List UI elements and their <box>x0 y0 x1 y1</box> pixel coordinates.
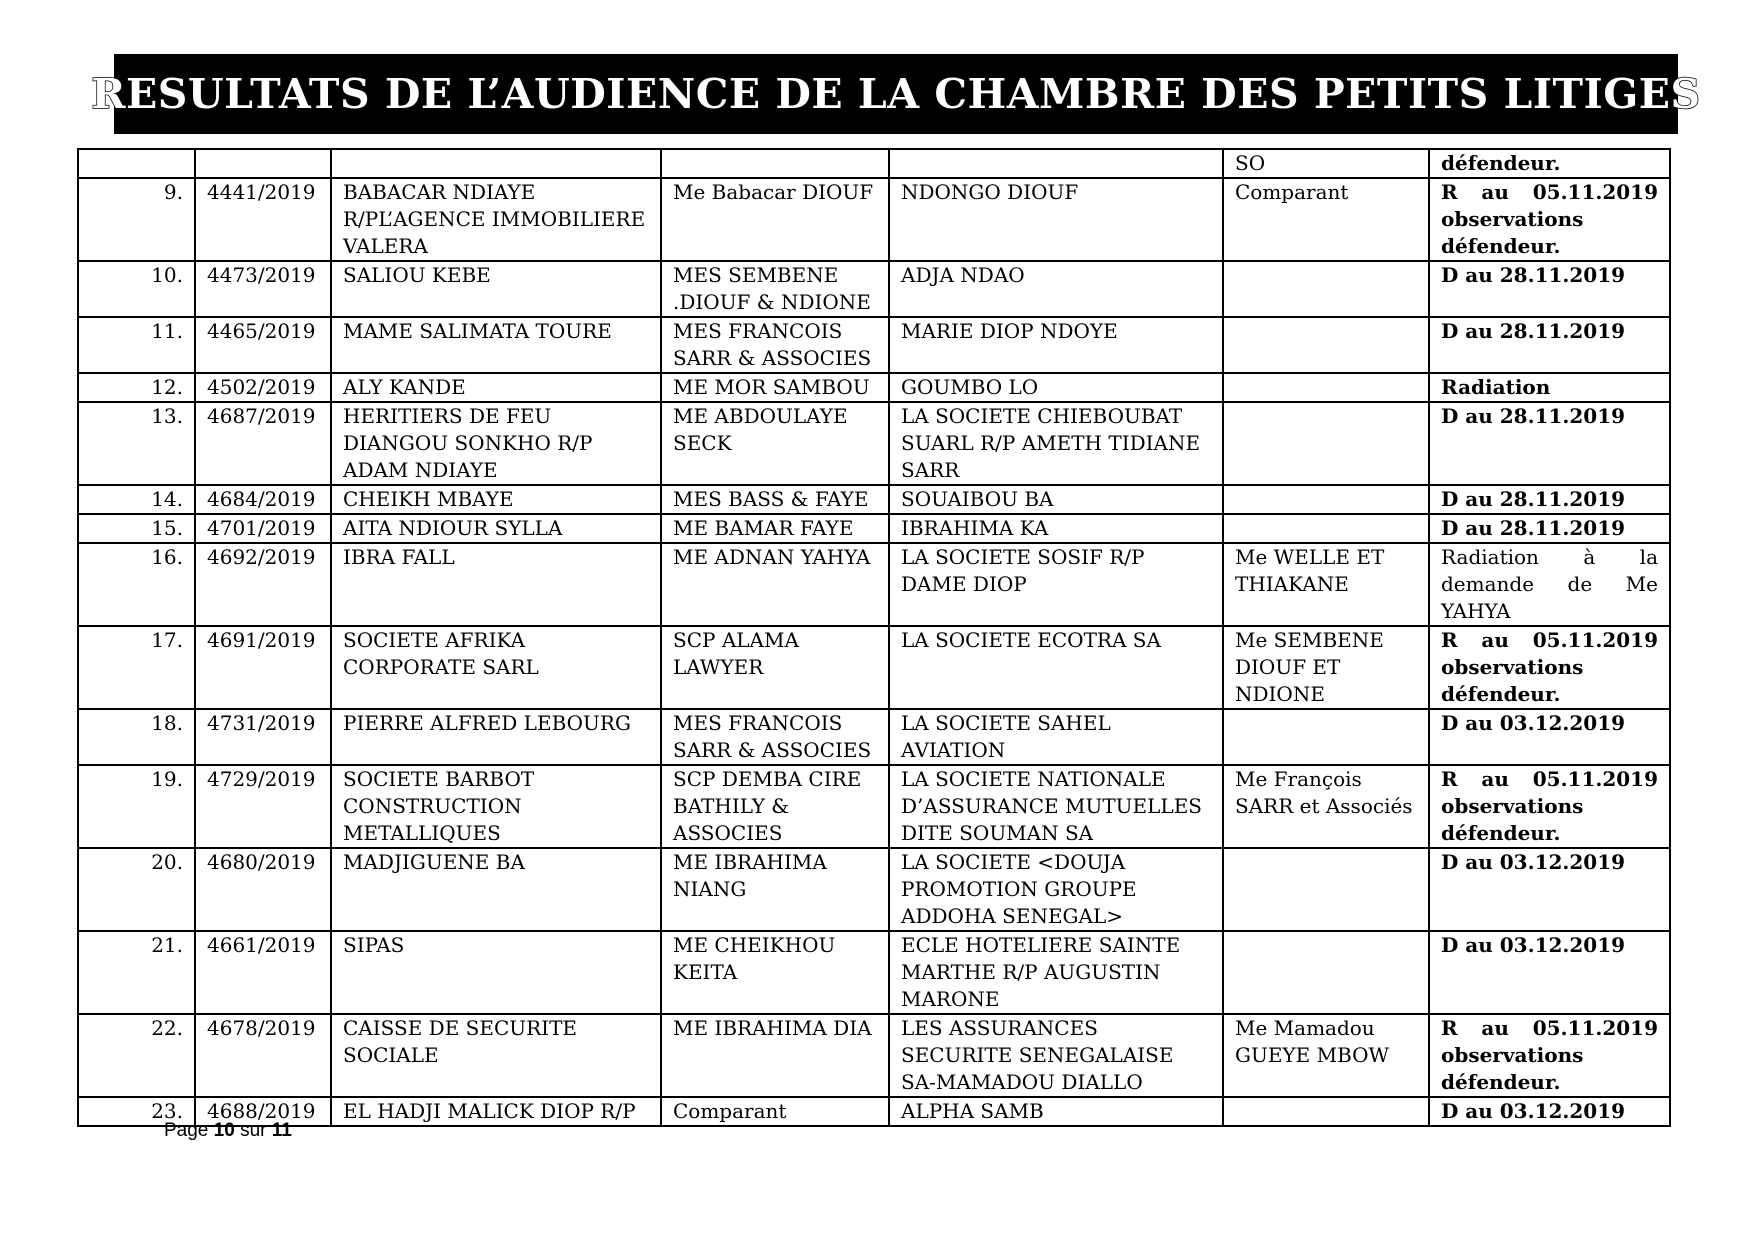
plaintiff: IBRA FALL <box>331 543 661 626</box>
plaintiff-counsel: MES BASS & FAYE <box>661 485 889 514</box>
decision: D au 03.12.2019 <box>1429 709 1670 765</box>
case-number: 4692/2019 <box>195 543 331 626</box>
table-row <box>78 485 1670 514</box>
defendant: IBRAHIMA KA <box>889 514 1223 543</box>
case-number: 4678/2019 <box>195 1014 331 1097</box>
case-number: 4502/2019 <box>195 373 331 402</box>
defendant-counsel: Me Mamadou GUEYE MBOW <box>1223 1014 1429 1097</box>
page-total: 11 <box>271 1120 292 1141</box>
table-row <box>78 373 1670 402</box>
case-number: 4731/2019 <box>195 709 331 765</box>
table-row <box>78 1097 1670 1126</box>
plaintiff-counsel: ME IBRAHIMA DIA <box>661 1014 889 1097</box>
defendant-counsel <box>1223 1097 1429 1126</box>
table-row <box>78 709 1670 765</box>
decision: D au 03.12.2019 <box>1429 931 1670 1014</box>
defendant-counsel: Me François SARR et Associés <box>1223 765 1429 848</box>
case-number: 4701/2019 <box>195 514 331 543</box>
decision: D au 28.11.2019 <box>1429 261 1670 317</box>
plaintiff-counsel: MES SEMBENE .DIOUF & NDIONE <box>661 261 889 317</box>
decision: D au 03.12.2019 <box>1429 1097 1670 1126</box>
table-row <box>78 261 1670 317</box>
row-number: 20. <box>78 848 195 931</box>
decision: R au 05.11.2019 observations défendeur. <box>1429 1014 1670 1097</box>
decision: D au 28.11.2019 <box>1429 485 1670 514</box>
plaintiff-counsel: Me Babacar DIOUF <box>661 178 889 261</box>
row-number: 19. <box>78 765 195 848</box>
plaintiff-counsel: ME CHEIKHOU KEITA <box>661 931 889 1014</box>
defendant: LA SOCIETE SOSIF R/P DAME DIOP <box>889 543 1223 626</box>
table-row <box>78 149 1670 178</box>
plaintiff-counsel: MES FRANCOIS SARR & ASSOCIES <box>661 317 889 373</box>
row-number: 17. <box>78 626 195 709</box>
plaintiff-counsel: SCP ALAMA LAWYER <box>661 626 889 709</box>
defendant: LA SOCIETE SAHEL AVIATION <box>889 709 1223 765</box>
row-number: 23. <box>78 1097 195 1126</box>
case-number: 4680/2019 <box>195 848 331 931</box>
defendant: LES ASSURANCES SECURITE SENEGALAISE SA-MAMADOU DIALLO <box>889 1014 1223 1097</box>
defendant-counsel <box>1223 317 1429 373</box>
results-table <box>77 148 1671 1127</box>
row-number <box>78 149 195 178</box>
decision: R au 05.11.2019 observations défendeur. <box>1429 765 1670 848</box>
plaintiff: SOCIETE BARBOT CONSTRUCTION METALLIQUES <box>331 765 661 848</box>
table-row <box>78 402 1670 485</box>
case-number <box>195 149 331 178</box>
defendant: LA SOCIETE NATIONALE D’ASSURANCE MUTUELLES DITE SOUMAN SA <box>889 765 1223 848</box>
decision: D au 28.11.2019 <box>1429 402 1670 485</box>
page-label: Page <box>164 1120 209 1141</box>
title-banner <box>91 54 1701 134</box>
defendant-counsel: SO <box>1223 149 1429 178</box>
defendant: GOUMBO LO <box>889 373 1223 402</box>
table-row <box>78 543 1670 626</box>
plaintiff-counsel: MES FRANCOIS SARR & ASSOCIES <box>661 709 889 765</box>
defendant-counsel <box>1223 709 1429 765</box>
row-number: 11. <box>78 317 195 373</box>
defendant: LA SOCIETE <DOUJA PROMOTION GROUPE ADDOHA SENEGAL> <box>889 848 1223 931</box>
plaintiff-counsel: ME ADNAN YAHYA <box>661 543 889 626</box>
plaintiff: MADJIGUENE BA <box>331 848 661 931</box>
case-number: 4684/2019 <box>195 485 331 514</box>
defendant-counsel <box>1223 373 1429 402</box>
case-number: 4441/2019 <box>195 178 331 261</box>
row-number: 9. <box>78 178 195 261</box>
plaintiff: HERITIERS DE FEU DIANGOU SONKHO R/P ADAM NDIAYE <box>331 402 661 485</box>
table-row <box>78 765 1670 848</box>
table-row <box>78 514 1670 543</box>
defendant: SOUAIBOU BA <box>889 485 1223 514</box>
decision: D au 03.12.2019 <box>1429 848 1670 931</box>
case-number: 4465/2019 <box>195 317 331 373</box>
plaintiff: PIERRE ALFRED LEBOURG <box>331 709 661 765</box>
defendant-counsel <box>1223 931 1429 1014</box>
defendant-counsel <box>1223 485 1429 514</box>
defendant <box>889 149 1223 178</box>
case-number: 4729/2019 <box>195 765 331 848</box>
decision: R au 05.11.2019 observations défendeur. <box>1429 178 1670 261</box>
table-row <box>78 848 1670 931</box>
defendant: MARIE DIOP NDOYE <box>889 317 1223 373</box>
row-number: 16. <box>78 543 195 626</box>
defendant: LA SOCIETE CHIEBOUBAT SUARL R/P AMETH TIDIANE SARR <box>889 402 1223 485</box>
defendant-counsel <box>1223 402 1429 485</box>
row-number: 13. <box>78 402 195 485</box>
decision: R au 05.11.2019 observations défendeur. <box>1429 626 1670 709</box>
plaintiff-counsel: ME ABDOULAYE SECK <box>661 402 889 485</box>
decision: D au 28.11.2019 <box>1429 514 1670 543</box>
defendant-counsel: Me WELLE ET THIAKANE <box>1223 543 1429 626</box>
plaintiff <box>331 149 661 178</box>
plaintiff: SIPAS <box>331 931 661 1014</box>
defendant: ALPHA SAMB <box>889 1097 1223 1126</box>
defendant-counsel: Comparant <box>1223 178 1429 261</box>
case-number: 4661/2019 <box>195 931 331 1014</box>
plaintiff-counsel: ME BAMAR FAYE <box>661 514 889 543</box>
table-row <box>78 317 1670 373</box>
row-number: 21. <box>78 931 195 1014</box>
plaintiff-counsel: ME MOR SAMBOU <box>661 373 889 402</box>
row-number: 18. <box>78 709 195 765</box>
row-number: 15. <box>78 514 195 543</box>
defendant-counsel <box>1223 261 1429 317</box>
table-row <box>78 626 1670 709</box>
defendant: ADJA NDAO <box>889 261 1223 317</box>
row-number: 10. <box>78 261 195 317</box>
plaintiff: BABACAR NDIAYE R/PL’AGENCE IMMOBILIERE VALERA <box>331 178 661 261</box>
plaintiff-counsel: SCP DEMBA CIRE BATHILY & ASSOCIES <box>661 765 889 848</box>
plaintiff: SALIOU KEBE <box>331 261 661 317</box>
case-number: 4691/2019 <box>195 626 331 709</box>
case-number: 4688/2019 <box>195 1097 331 1126</box>
defendant: NDONGO DIOUF <box>889 178 1223 261</box>
plaintiff-counsel: Comparant <box>661 1097 889 1126</box>
defendant-counsel <box>1223 514 1429 543</box>
row-number: 14. <box>78 485 195 514</box>
row-number: 22. <box>78 1014 195 1097</box>
decision: Radiation <box>1429 373 1670 402</box>
plaintiff: ALY KANDE <box>331 373 661 402</box>
defendant-counsel <box>1223 848 1429 931</box>
plaintiff: MAME SALIMATA TOURE <box>331 317 661 373</box>
table-row <box>78 1014 1670 1097</box>
table-row <box>78 931 1670 1014</box>
case-number: 4687/2019 <box>195 402 331 485</box>
table-row <box>78 178 1670 261</box>
plaintiff: CHEIKH MBAYE <box>331 485 661 514</box>
plaintiff: EL HADJI MALICK DIOP R/P <box>331 1097 661 1126</box>
page-current: 10 <box>213 1120 235 1141</box>
plaintiff-counsel: ME IBRAHIMA NIANG <box>661 848 889 931</box>
case-number: 4473/2019 <box>195 261 331 317</box>
defendant: ECLE HOTELIERE SAINTE MARTHE R/P AUGUSTIN MARONE <box>889 931 1223 1014</box>
plaintiff: AITA NDIOUR SYLLA <box>331 514 661 543</box>
plaintiff: SOCIETE AFRIKA CORPORATE SARL <box>331 626 661 709</box>
decision: défendeur. <box>1429 149 1670 178</box>
row-number: 12. <box>78 373 195 402</box>
decision: D au 28.11.2019 <box>1429 317 1670 373</box>
sur-label: sur <box>240 1120 267 1141</box>
defendant-counsel: Me SEMBENE DIOUF ET NDIONE <box>1223 626 1429 709</box>
defendant: LA SOCIETE ECOTRA SA <box>889 626 1223 709</box>
page-footer <box>164 1120 292 1142</box>
plaintiff-counsel <box>661 149 889 178</box>
decision: Radiation à la demande de Me YAHYA <box>1429 543 1670 626</box>
plaintiff: CAISSE DE SECURITE SOCIALE <box>331 1014 661 1097</box>
page-title: RESULTATS DE L’AUDIENCE DE LA CHAMBRE DES PETITS LITIGES <box>91 70 1701 118</box>
